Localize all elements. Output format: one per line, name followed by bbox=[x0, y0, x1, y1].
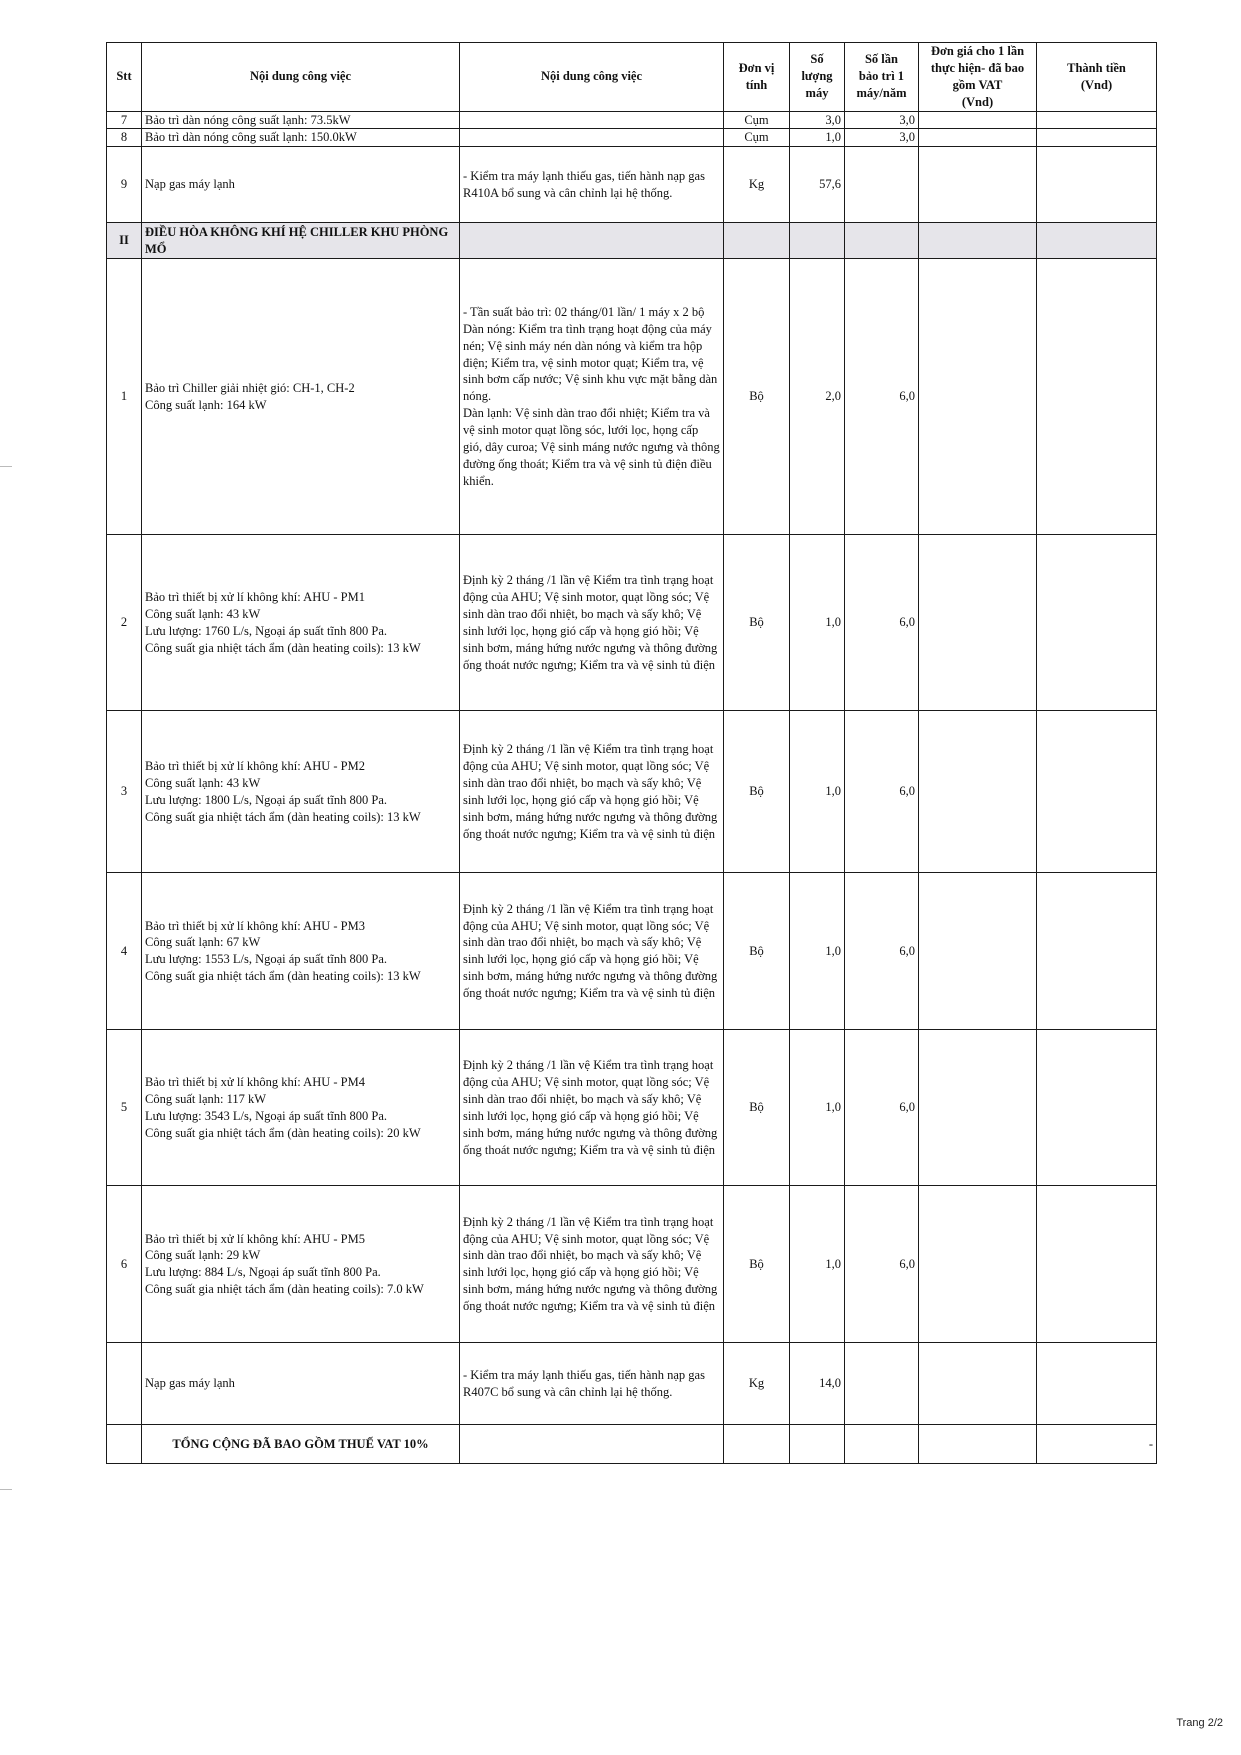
cell-desc bbox=[460, 129, 724, 147]
cell-unit-price bbox=[919, 711, 1037, 873]
cell-unit: Bộ bbox=[724, 873, 790, 1030]
cell-qty: 1,0 bbox=[790, 129, 845, 147]
col-header-amount: Thành tiền (Vnd) bbox=[1037, 43, 1157, 112]
cell-qty: 1,0 bbox=[790, 1186, 845, 1343]
cell-desc: - Kiểm tra máy lạnh thiếu gas, tiến hành nạp gas R410A bổ sung và cân chỉnh lại hệ thống. bbox=[460, 147, 724, 223]
cell-unit: Bộ bbox=[724, 711, 790, 873]
cell-amount bbox=[1037, 711, 1157, 873]
section-title: ĐIỀU HÒA KHÔNG KHÍ HỆ CHILLER KHU PHÒNG MỔ bbox=[142, 223, 460, 259]
cell-amount bbox=[1037, 873, 1157, 1030]
table-row bbox=[107, 129, 1157, 147]
table-row bbox=[107, 1343, 1157, 1425]
cell-desc: Định kỳ 2 tháng /1 lần vệ Kiểm tra tình trạng hoạt động của AHU; Vệ sinh motor, quạt lồng sóc; Vệ sinh dàn trao đổi nhiệt, bo mạch và sấy khô; Vệ sinh lưới lọc, họng gió cấp và họng gió hồi; Vệ sinh bơm, máng hứng nước ngưng và thông đường ống thoát nước ngưng; Kiểm tra và vệ sinh tủ điện bbox=[460, 873, 724, 1030]
table-row bbox=[107, 1030, 1157, 1186]
cell-unit-price bbox=[919, 535, 1037, 711]
cell-qty: 1,0 bbox=[790, 535, 845, 711]
cell-times: 6,0 bbox=[845, 259, 919, 535]
cell-unit-price bbox=[919, 1030, 1037, 1186]
cell-times: 6,0 bbox=[845, 535, 919, 711]
cell-name: Bảo trì Chiller giải nhiệt gió: CH-1, CH-2 Công suất lạnh: 164 kW bbox=[142, 259, 460, 535]
cell-unit: Bộ bbox=[724, 259, 790, 535]
col-header-stt: Stt bbox=[107, 43, 142, 112]
cell-stt: 1 bbox=[107, 259, 142, 535]
cell-amount bbox=[1037, 535, 1157, 711]
header-row bbox=[107, 43, 1157, 112]
cell-qty: 2,0 bbox=[790, 259, 845, 535]
table-row bbox=[107, 873, 1157, 1030]
cell-unit-price bbox=[919, 1343, 1037, 1425]
cell-unit: Kg bbox=[724, 1343, 790, 1425]
total-label: TỔNG CỘNG ĐÃ BAO GỒM THUẾ VAT 10% bbox=[142, 1425, 460, 1464]
cell-unit: Bộ bbox=[724, 1186, 790, 1343]
cell-desc: Định kỳ 2 tháng /1 lần vệ Kiểm tra tình trạng hoạt động của AHU; Vệ sinh motor, quạt lồng sóc; Vệ sinh dàn trao đổi nhiệt, bo mạch và sấy khô; Vệ sinh lưới lọc, họng gió cấp và họng gió hồi; Vệ sinh bơm, máng hứng nước ngưng và thông đường ống thoát nước ngưng; Kiểm tra và vệ sinh tủ điện bbox=[460, 535, 724, 711]
cell-times bbox=[845, 147, 919, 223]
cell-amount bbox=[1037, 111, 1157, 129]
table-row bbox=[107, 111, 1157, 129]
cell-stt: 3 bbox=[107, 711, 142, 873]
cell-desc: Định kỳ 2 tháng /1 lần vệ Kiểm tra tình trạng hoạt động của AHU; Vệ sinh motor, quạt lồng sóc; Vệ sinh dàn trao đổi nhiệt, bo mạch và sấy khô; Vệ sinh lưới lọc, họng gió cấp và họng gió hồi; Vệ sinh bơm, máng hứng nước ngưng và thông đường ống thoát nước ngưng; Kiểm tra và vệ sinh tủ điện bbox=[460, 711, 724, 873]
cell-times: 6,0 bbox=[845, 873, 919, 1030]
table-row bbox=[107, 711, 1157, 873]
cell-amount bbox=[1037, 259, 1157, 535]
cell-desc bbox=[460, 111, 724, 129]
edge-mark bbox=[0, 1489, 12, 1490]
cell-stt: 5 bbox=[107, 1030, 142, 1186]
cell-desc: - Kiểm tra máy lạnh thiếu gas, tiến hành nạp gas R407C bổ sung và cân chỉnh lại hệ thống. bbox=[460, 1343, 724, 1425]
table-row bbox=[107, 147, 1157, 223]
quotation-table bbox=[106, 42, 1157, 1464]
cell-qty: 1,0 bbox=[790, 1030, 845, 1186]
table-row bbox=[107, 259, 1157, 535]
cell-unit-price bbox=[919, 147, 1037, 223]
cell-qty: 1,0 bbox=[790, 711, 845, 873]
total-amount: - bbox=[1037, 1425, 1157, 1464]
cell-qty: 3,0 bbox=[790, 111, 845, 129]
cell-amount bbox=[1037, 147, 1157, 223]
cell-qty: 1,0 bbox=[790, 873, 845, 1030]
col-header-unit: Đơn vị tính bbox=[724, 43, 790, 112]
cell-name: Nạp gas máy lạnh bbox=[142, 1343, 460, 1425]
cell-unit: Cụm bbox=[724, 129, 790, 147]
cell-name: Bảo trì dàn nóng công suất lạnh: 73.5kW bbox=[142, 111, 460, 129]
cell-desc: Định kỳ 2 tháng /1 lần vệ Kiểm tra tình trạng hoạt động của AHU; Vệ sinh motor, quạt lồng sóc; Vệ sinh dàn trao đổi nhiệt, bo mạch và sấy khô; Vệ sinh lưới lọc, họng gió cấp và họng gió hồi; Vệ sinh bơm, máng hứng nước ngưng và thông đường ống thoát nước ngưng; Kiểm tra và vệ sinh tủ điện bbox=[460, 1186, 724, 1343]
cell-name: Bảo trì dàn nóng công suất lạnh: 150.0kW bbox=[142, 129, 460, 147]
cell-unit: Bộ bbox=[724, 1030, 790, 1186]
col-header-unit-price: Đơn giá cho 1 lần thực hiện- đã bao gồm VAT (Vnd) bbox=[919, 43, 1037, 112]
cell-amount bbox=[1037, 1030, 1157, 1186]
cell-times: 3,0 bbox=[845, 129, 919, 147]
cell-name: Bảo trì thiết bị xử lí không khí: AHU - PM1 Công suất lạnh: 43 kW Lưu lượng: 1760 L/s, Ngoại áp suất tĩnh 800 Pa. Công suất gia nhiệt tách ẩm (dàn heating coils): 13 kW bbox=[142, 535, 460, 711]
cell-amount bbox=[1037, 1343, 1157, 1425]
cell-unit-price bbox=[919, 259, 1037, 535]
cell-qty: 14,0 bbox=[790, 1343, 845, 1425]
cell-stt: 2 bbox=[107, 535, 142, 711]
cell-desc: Định kỳ 2 tháng /1 lần vệ Kiểm tra tình trạng hoạt động của AHU; Vệ sinh motor, quạt lồng sóc; Vệ sinh dàn trao đổi nhiệt, bo mạch và sấy khô; Vệ sinh lưới lọc, họng gió cấp và họng gió hồi; Vệ sinh bơm, máng hứng nước ngưng và thông đường ống thoát nước ngưng; Kiểm tra và vệ sinh tủ điện bbox=[460, 1030, 724, 1186]
col-header-times: Số lần bảo trì 1 máy/năm bbox=[845, 43, 919, 112]
cell-unit-price bbox=[919, 1186, 1037, 1343]
cell-unit: Cụm bbox=[724, 111, 790, 129]
cell-unit: Kg bbox=[724, 147, 790, 223]
cell-unit-price bbox=[919, 129, 1037, 147]
cell-stt: 7 bbox=[107, 111, 142, 129]
table-row bbox=[107, 1186, 1157, 1343]
cell-stt: 6 bbox=[107, 1186, 142, 1343]
cell-times: 3,0 bbox=[845, 111, 919, 129]
page-number: Trang 2/2 bbox=[1176, 1717, 1223, 1729]
cell-amount bbox=[1037, 1186, 1157, 1343]
cell-times: 6,0 bbox=[845, 711, 919, 873]
cell-times: 6,0 bbox=[845, 1030, 919, 1186]
section-row bbox=[107, 223, 1157, 259]
cell-stt: 8 bbox=[107, 129, 142, 147]
cell-stt: 9 bbox=[107, 147, 142, 223]
cell-unit: Bộ bbox=[724, 535, 790, 711]
cell-name: Bảo trì thiết bị xử lí không khí: AHU - PM2 Công suất lạnh: 43 kW Lưu lượng: 1800 L/s, Ngoại áp suất tĩnh 800 Pa. Công suất gia nhiệt tách ẩm (dàn heating coils): 13 kW bbox=[142, 711, 460, 873]
cell-name: Nạp gas máy lạnh bbox=[142, 147, 460, 223]
edge-mark bbox=[0, 466, 12, 467]
cell-stt: 4 bbox=[107, 873, 142, 1030]
cell-name: Bảo trì thiết bị xử lí không khí: AHU - PM4 Công suất lạnh: 117 kW Lưu lượng: 3543 L/s, Ngoại áp suất tĩnh 800 Pa. Công suất gia nhiệt tách ẩm (dàn heating coils): 20 kW bbox=[142, 1030, 460, 1186]
table-row bbox=[107, 535, 1157, 711]
total-row bbox=[107, 1425, 1157, 1464]
section-stt: II bbox=[107, 223, 142, 259]
cell-amount bbox=[1037, 129, 1157, 147]
cell-unit-price bbox=[919, 111, 1037, 129]
cell-times: 6,0 bbox=[845, 1186, 919, 1343]
col-header-content: Nội dung công việc bbox=[142, 43, 460, 112]
cell-name: Bảo trì thiết bị xử lí không khí: AHU - PM3 Công suất lạnh: 67 kW Lưu lượng: 1553 L/s, Ngoại áp suất tĩnh 800 Pa. Công suất gia nhiệt tách ẩm (dàn heating coils): 13 kW bbox=[142, 873, 460, 1030]
col-header-content-detail: Nội dung công việc bbox=[460, 43, 724, 112]
cell-stt bbox=[107, 1343, 142, 1425]
cell-unit-price bbox=[919, 873, 1037, 1030]
cell-qty: 57,6 bbox=[790, 147, 845, 223]
cell-desc: - Tần suất bảo trì: 02 tháng/01 lần/ 1 máy x 2 bộ Dàn nóng: Kiểm tra tình trạng hoạt động của máy nén; Vệ sinh máy nén dàn nóng và kiểm tra hộp điện; Kiểm tra, vệ sinh motor quạt; Kiểm tra, vệ sinh bơm cấp nước; Vệ sinh khu vực mặt bằng dàn nóng. Dàn lạnh: Vệ sinh dàn trao đổi nhiệt; Kiểm tra và vệ sinh motor quạt lồng sóc, lưới lọc, họng cấp gió, dây curoa; Vệ sinh máng nước ngưng và thông đường ống thoát; Kiểm tra và vệ sinh tủ điện điều khiển. bbox=[460, 259, 724, 535]
col-header-qty: Số lượng máy bbox=[790, 43, 845, 112]
cell-name: Bảo trì thiết bị xử lí không khí: AHU - PM5 Công suất lạnh: 29 kW Lưu lượng: 884 L/s, Ngoại áp suất tĩnh 800 Pa. Công suất gia nhiệt tách ẩm (dàn heating coils): 7.0 kW bbox=[142, 1186, 460, 1343]
cell-times bbox=[845, 1343, 919, 1425]
